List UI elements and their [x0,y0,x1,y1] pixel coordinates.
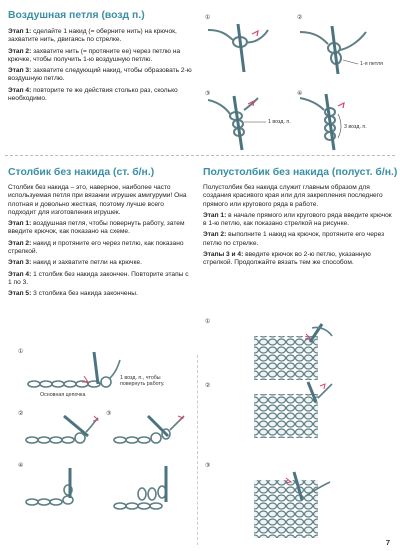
sc-diagram-2 [24,412,104,452]
sc-diagram-4-number: ④ [18,463,24,469]
chain-diagram-1 [208,20,290,75]
chain-title: Воздушная петля (возд п.) [8,10,145,21]
slst-diagram-1 [250,322,335,382]
chain-diagram-2-number: ② [297,15,303,21]
sc-label-turn: 1 возд. п., чтобы повернуть работу. [120,375,165,387]
sc-step-3: Этап 3: накид и захватите петли на крючке. [8,259,142,267]
chain-step-3: Этап 3: захватите следующий накид, чтобы образовать 2-ю воздушную петлю. [8,67,192,83]
sc-body [8,184,192,302]
slst-step-1: Этап 1: в начале прямого или кругового ряда введите крючок в 1-ю петлю, как показано стрелкой на рисунке. [203,211,392,228]
chain-diagram-4-number: ④ [297,91,303,97]
chain-diagram-3-number: ③ [205,91,211,97]
slst-diagram-2 [250,380,335,440]
sc-step-4: Этап 4: 1 столбик без накида закончен. Повторите этапы с 1 по 3. [8,270,189,286]
sc-step-5: Этап 5: 3 столбика без накида закончены. [8,290,138,298]
sc-diagram-3-number: ③ [106,411,112,417]
slst-intro: Полустолбик без накида служит главным образом для создания красивого края или для закрепления последнего прямого или кругового ряда в работе. [203,184,383,208]
chain-step-2: Этап 2: захватите нить (= протяните ее) через петлю на крючке, чтобы получить 1-ю воздушную петлю. [8,47,181,63]
slst-diagram-3-number: ③ [205,463,211,469]
slst-diagram-1-number: ① [205,319,211,325]
slst-title: Полустолбик без накида (полуст. б/н.) [203,167,398,178]
chain-diagram-1-number: ① [205,15,211,21]
sc-label-base: Основная цепочка [40,392,86,398]
sc-diagram-1-number: ① [18,349,24,355]
slst-body [203,184,393,271]
sc-title: Столбик без накида (ст. б/н.) [8,167,155,178]
sc-diagram-3 [112,412,192,452]
slst-diagram-3 [250,470,335,542]
sc-intro: Столбик без накида – это, наверное, наиболее часто используемая петля при вязании игрушек амигуруми! Она плотная и довольно жесткая, поэтому лучше всего подходит для изготовления игрушек. [8,184,187,216]
chain-steps [8,28,192,106]
sc-step-1: Этап 1: воздушная петля, чтобы повернуть работу, затем введите крючок, как показано на схеме. [8,220,185,236]
section-divider [5,155,395,156]
chain-diagram-4 [300,92,360,152]
chain-label-loop1: 1-я петля [360,61,383,67]
chain-step-1: Этап 1: сделайте 1 накид (= оберните нить) на крючок, захватите нить, двигаясь по стрелке. [8,28,177,44]
sc-diagram-5 [112,462,192,517]
chain-diagram-3 [208,92,268,152]
chain-label-ch3: 3 возд. п. [344,124,367,130]
slst-step-3: Этапы 3 и 4: введите крючок во 2-ю петлю, указанную стрелкой. Продолжайте вязать тем же способом. [203,251,371,267]
sc-diagram-2-number: ② [18,411,24,417]
chain-step-4: Этап 4: повторите те же действия столько раз, сколько необходимо. [8,86,178,103]
slst-step-2: Этап 2: выполните 1 накид на крючок, протяните его через петлю по стрелке. [203,231,385,247]
column-divider [197,355,198,545]
chain-label-ch1: 1 возд. п. [268,119,291,125]
page-number: 7 [385,538,390,547]
sc-step-2: Этап 2: накид и протяните его через петлю, как показано стрелкой. [8,239,184,256]
sc-diagram-4 [24,464,94,514]
slst-diagram-2-number: ② [205,383,211,389]
